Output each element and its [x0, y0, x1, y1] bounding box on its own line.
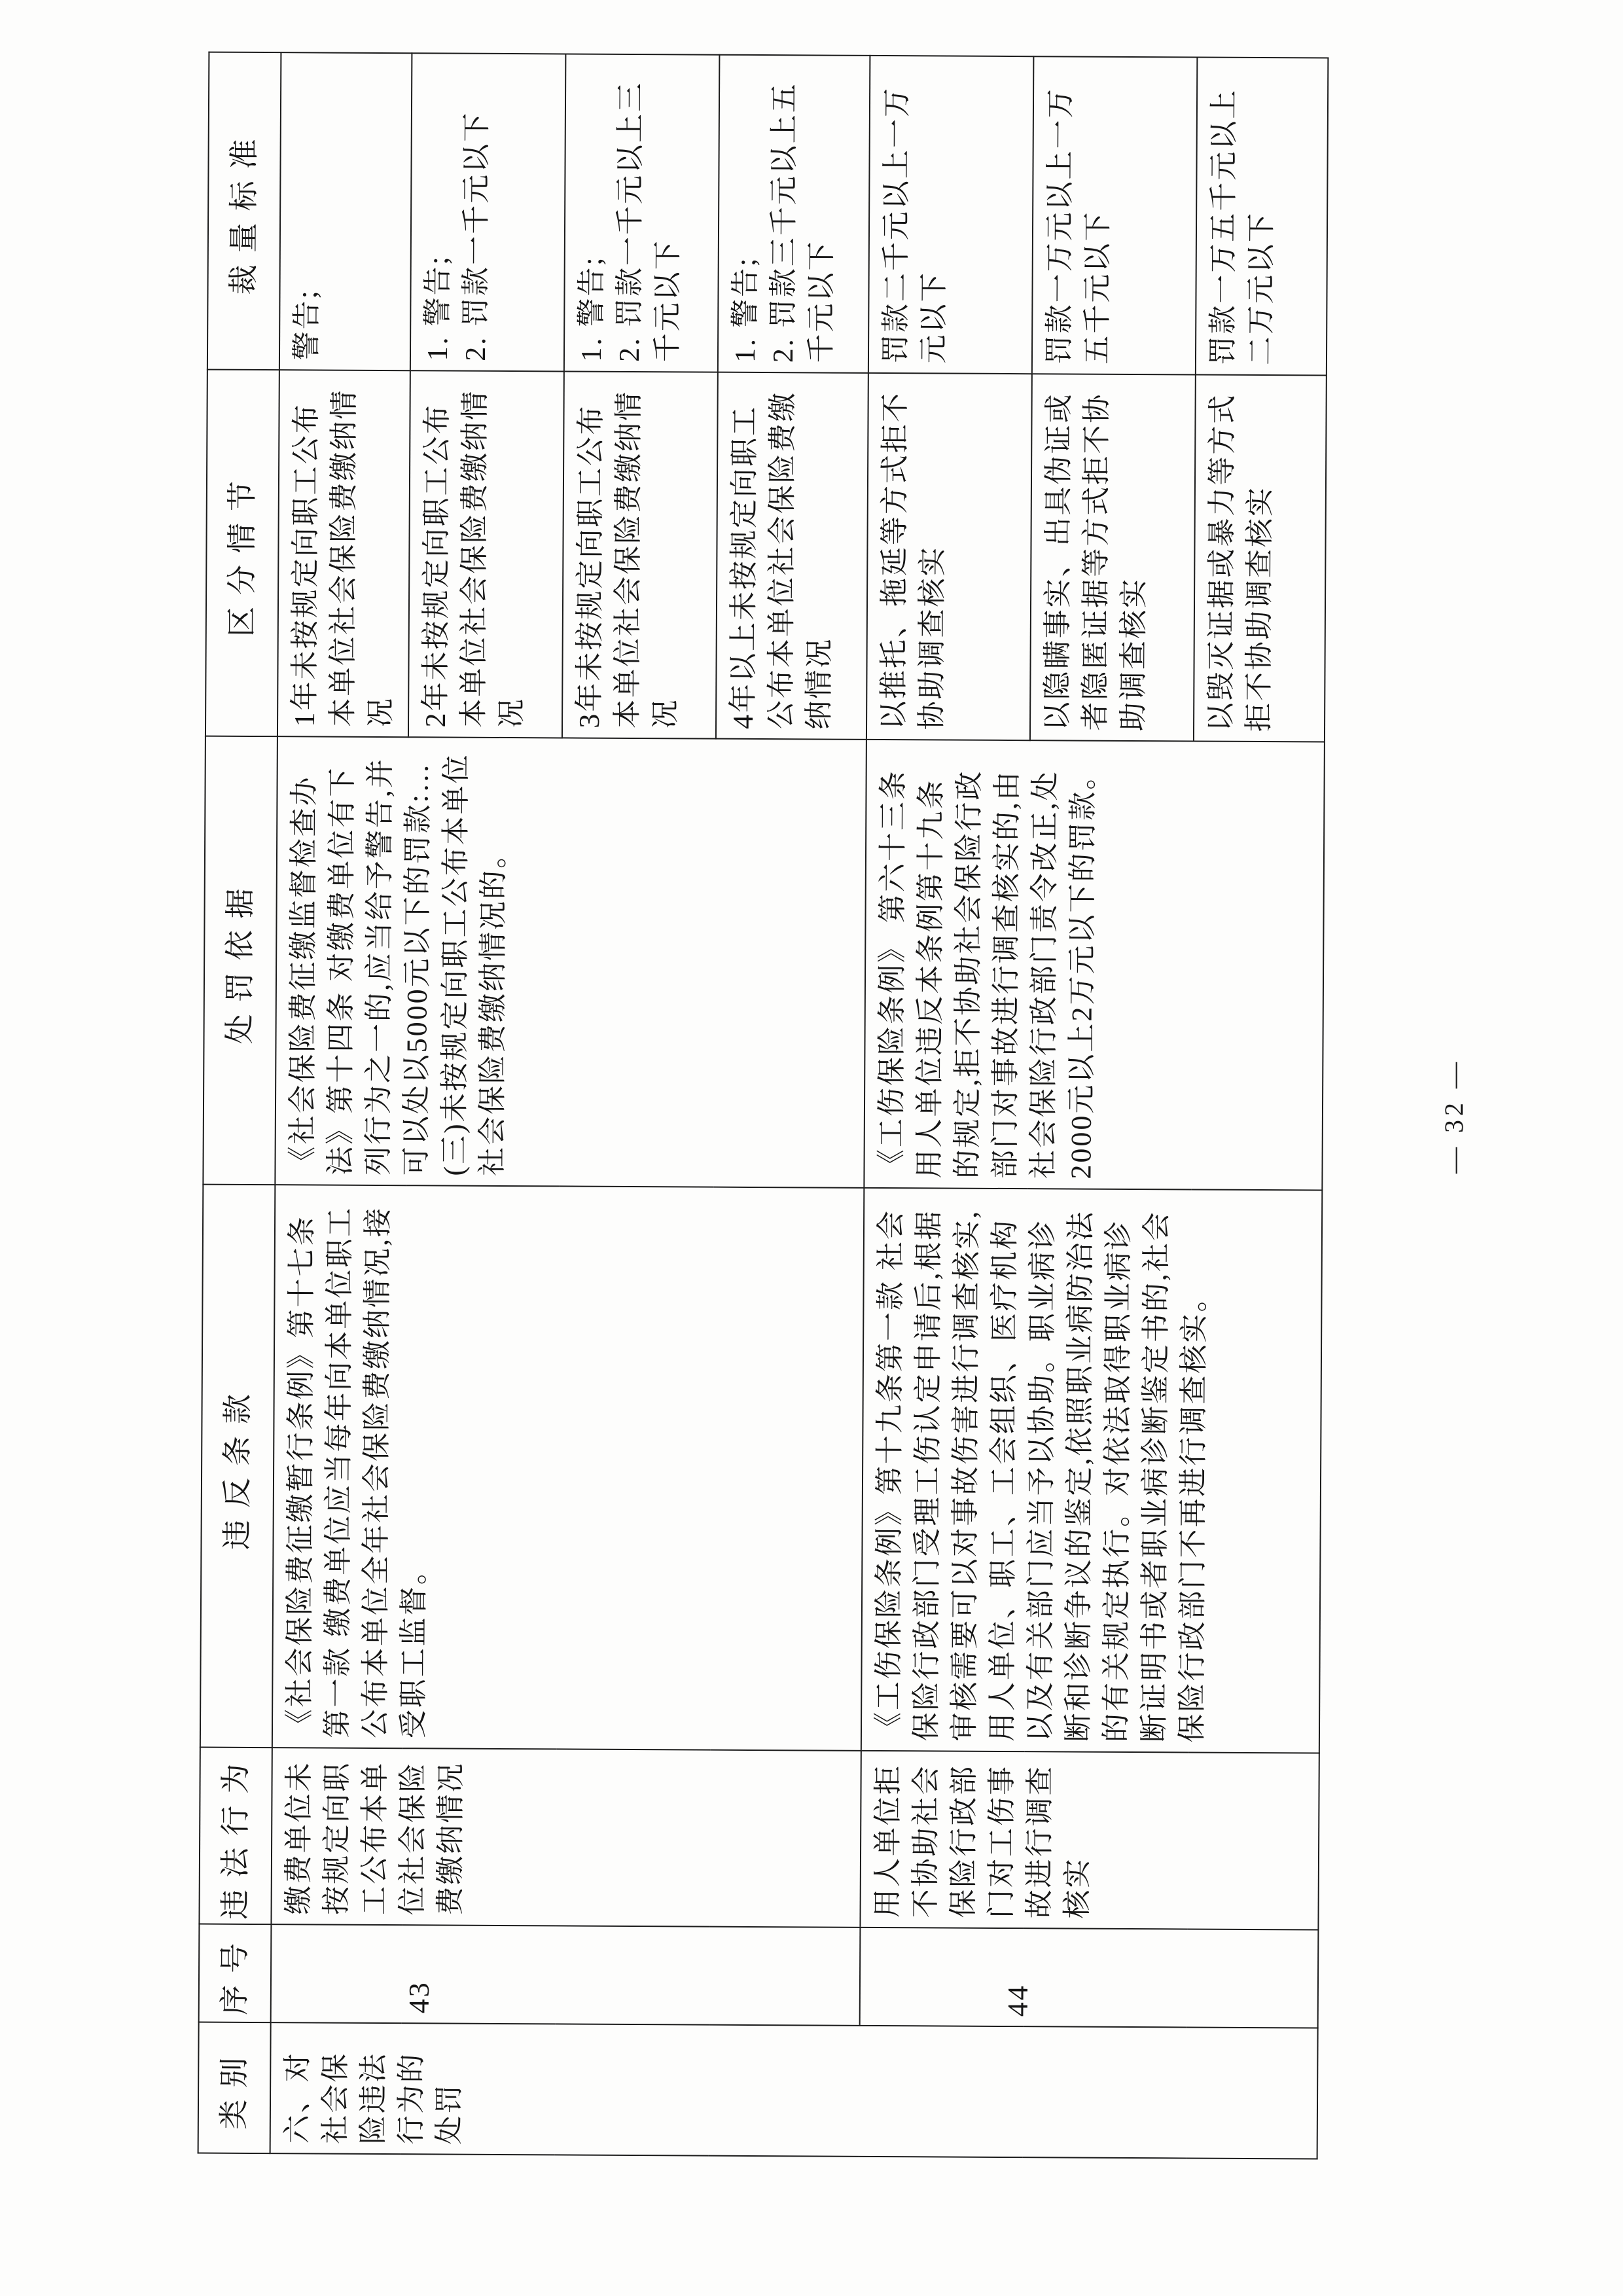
header-cell-penalty-basis: 处罚依据 — [203, 736, 277, 1185]
cell-standard-44-3: 罚款一万五千元以上二万元以下 — [1196, 58, 1329, 376]
header-row — [198, 52, 281, 2154]
cell-violated-clause-44: 《工伤保险条例》第十九条第一款 社会保险行政部门受理工伤认定申请后,根据审核需要可以对事故伤害进行调查核实,用人单位、职工、工会组织、医疗机构以及有关部门应当予以协助。职业病诊断和诊断争议的鉴定,依照职业病防治法的有关规定执行。对依法取得职业病诊断证明书或者职业病诊断鉴定书的,社会保险行政部门不再进行调查核实。 — [861, 1188, 1322, 1753]
cell-circumstance-43-4: 4年以上未按规定向职工公布本单位社会保险费缴纳情况 — [716, 372, 868, 740]
cell-index-44 — [860, 1928, 1319, 2028]
cell-violated-clause-43: 《社会保险费征缴暂行条例》第十七条 第一款 缴费单位应当每年向本单位职工公布本单位全年社会保险费缴纳情况,接受职工监督。 — [272, 1185, 864, 1751]
cell-circumstance-43-2: 2年未按规定向职工公布本单位社会保险费缴纳情况 — [408, 370, 564, 738]
cell-circumstance-44-2: 以隐瞒事实、出具伪证或者隐匿证据等方式拒不协助调查核实 — [1030, 374, 1196, 741]
cell-standard-44-2: 罚款一万元以上一万五千元以下 — [1032, 56, 1198, 374]
cell-circumstance-43-1: 1年未按规定向职工公布本单位社会保险费缴纳情况 — [277, 370, 410, 737]
cell-circumstance-44-3: 以毁灭证据或暴力等方式拒不协助调查核实 — [1194, 375, 1327, 742]
cell-standard-43-1: 警告; — [279, 52, 412, 370]
cell-circumstance-44-1: 以推托、拖延等方式拒不协助调查核实 — [866, 373, 1032, 740]
cell-index-43 — [271, 1924, 861, 2026]
index-value-43: 43 — [402, 1981, 435, 2014]
cell-category-merged: 六、对社会保险违法行为的处罚 — [270, 2022, 1318, 2159]
cell-penalty-basis-44: 《工伤保险条例》 第六十三条 用人单位违反本条例第十九条的规定,拒不协助社会保险行政部门对事故进行调查核实的,由社会保险行政部门责令改正,处2000元以上2万元以下的罚款。 — [864, 740, 1325, 1191]
header-cell-illegal-act: 违法行为 — [199, 1748, 272, 1925]
penalty-discretion-table — [198, 52, 1329, 2160]
cell-standard-43-4: 1. 警告; 2. 罚款三千元以上五千元以下 — [718, 55, 870, 373]
cell-circumstance-43-3: 3年未按规定向职工公布本单位社会保险费缴纳情况 — [562, 371, 718, 738]
cell-standard-43-2: 1. 警告; 2. 罚款一千元以下 — [410, 53, 566, 371]
cell-standard-43-3: 1. 警告; 2. 罚款一千元以上三千元以下 — [564, 54, 720, 372]
header-cell-category: 类别 — [198, 2022, 271, 2154]
table-row — [859, 56, 1034, 2157]
index-value-44: 44 — [1001, 1983, 1034, 2017]
cell-illegal-act-43: 缴费单位未按规定向职工公布本单位社会保险费缴纳情况 — [271, 1748, 861, 1928]
table-row — [270, 52, 412, 2154]
cell-illegal-act-44: 用人单位拒不协助社会保险行政部门对工伤事故进行调查核实 — [860, 1751, 1319, 1930]
header-cell-circumstances: 区分情节 — [205, 370, 279, 737]
header-cell-discretion-standard: 裁量标准 — [207, 52, 281, 370]
page-number: — 32 — — [1439, 1058, 1469, 1174]
rotated-table-container — [198, 53, 1315, 2160]
cell-penalty-basis-43: 《社会保险费征缴监督检查办法》第十四条 对缴费单位有下列行为之一的,应当给予警告,并可以处以5000元以下的罚款:…(三)未按规定向职工公布本单位社会保险费缴纳情况的。 — [275, 736, 866, 1188]
cell-standard-44-1: 罚款二千元以上一万元以下 — [868, 56, 1034, 374]
header-cell-index: 序号 — [199, 1924, 272, 2023]
header-cell-violated-clause: 违反条款 — [200, 1185, 276, 1748]
